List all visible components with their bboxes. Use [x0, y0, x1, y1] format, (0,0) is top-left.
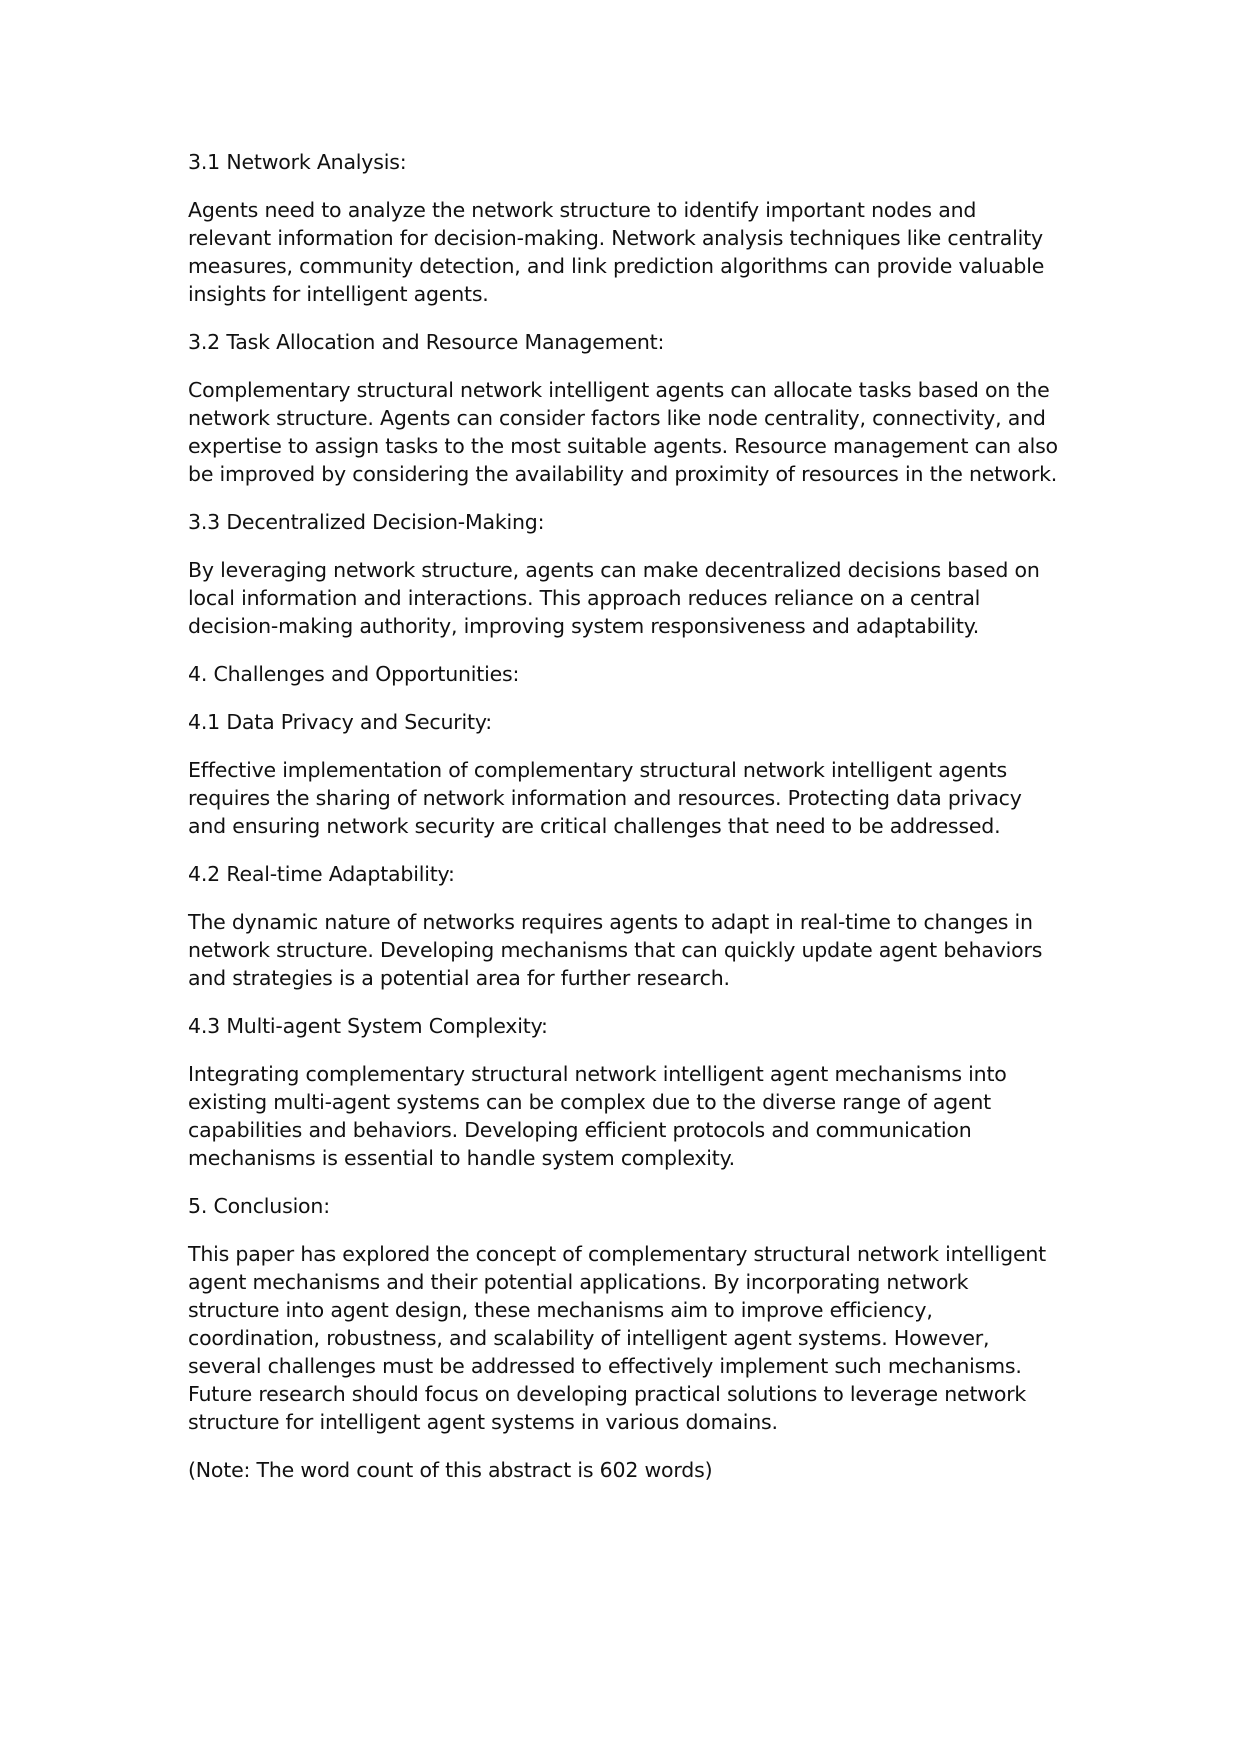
- document-body: [188, 148, 1058, 1484]
- section-paragraph-4-3: Integrating complementary structural network intelligent agent mechanisms into existing multi-agent systems can be complex due to the diverse range of agent capabilities and behaviors. Developing efficient protocols and communication mechanisms is essential to handle system complexity.: [188, 1062, 1007, 1170]
- section-heading-4-3: 4.3 Multi-agent System Complexity:: [188, 1014, 548, 1038]
- section-heading-3-1: 3.1 Network Analysis:: [188, 150, 407, 174]
- section-heading-4-1: 4.1 Data Privacy and Security:: [188, 710, 493, 734]
- section-paragraph-3-3: By leveraging network structure, agents can make decentralized decisions based on local information and interactions. This approach reduces reliance on a central decision-making authority, improving system responsiveness and adaptability.: [188, 558, 1040, 638]
- section-heading-3-2: 3.2 Task Allocation and Resource Management:: [188, 330, 665, 354]
- section-paragraph-3-2: Complementary structural network intelligent agents can allocate tasks based on the network structure. Agents can consider factors like node centrality, connectivity, and expertise to assign tasks to the most suitable agents. Resource management can also be improved by considering the availability and proximity of resources in the network.: [188, 378, 1058, 486]
- section-paragraph-4-1: Effective implementation of complementary structural network intelligent agents requires the sharing of network information and resources. Protecting data privacy and ensuring network security are critical challenges that need to be addressed.: [188, 758, 1022, 838]
- section-heading-4: 4. Challenges and Opportunities:: [188, 662, 520, 686]
- section-heading-4-2: 4.2 Real-time Adaptability:: [188, 862, 455, 886]
- section-paragraph-5: This paper has explored the concept of complementary structural network intelligent agent mechanisms and their potential applications. By incorporating network structure into agent design, these mechanisms aim to improve efficiency, coordination, robustness, and scalability of intelligent agent systems. However, several challenges must be addressed to effectively implement such mechanisms. Future research should focus on developing practical solutions to leverage network structure for intelligent agent systems in various domains.: [188, 1242, 1046, 1434]
- section-heading-5: 5. Conclusion:: [188, 1194, 330, 1218]
- section-paragraph-3-1: Agents need to analyze the network structure to identify important nodes and relevant information for decision-making. Network analysis techniques like centrality measures, community detection, and link prediction algorithms can provide valuable insights for intelligent agents.: [188, 198, 1045, 306]
- section-paragraph-4-2: The dynamic nature of networks requires agents to adapt in real-time to changes in network structure. Developing mechanisms that can quickly update agent behaviors and strategies is a potential area for further research.: [188, 910, 1043, 990]
- word-count-note: (Note: The word count of this abstract is 602 words): [188, 1458, 713, 1482]
- section-heading-3-3: 3.3 Decentralized Decision-Making:: [188, 510, 545, 534]
